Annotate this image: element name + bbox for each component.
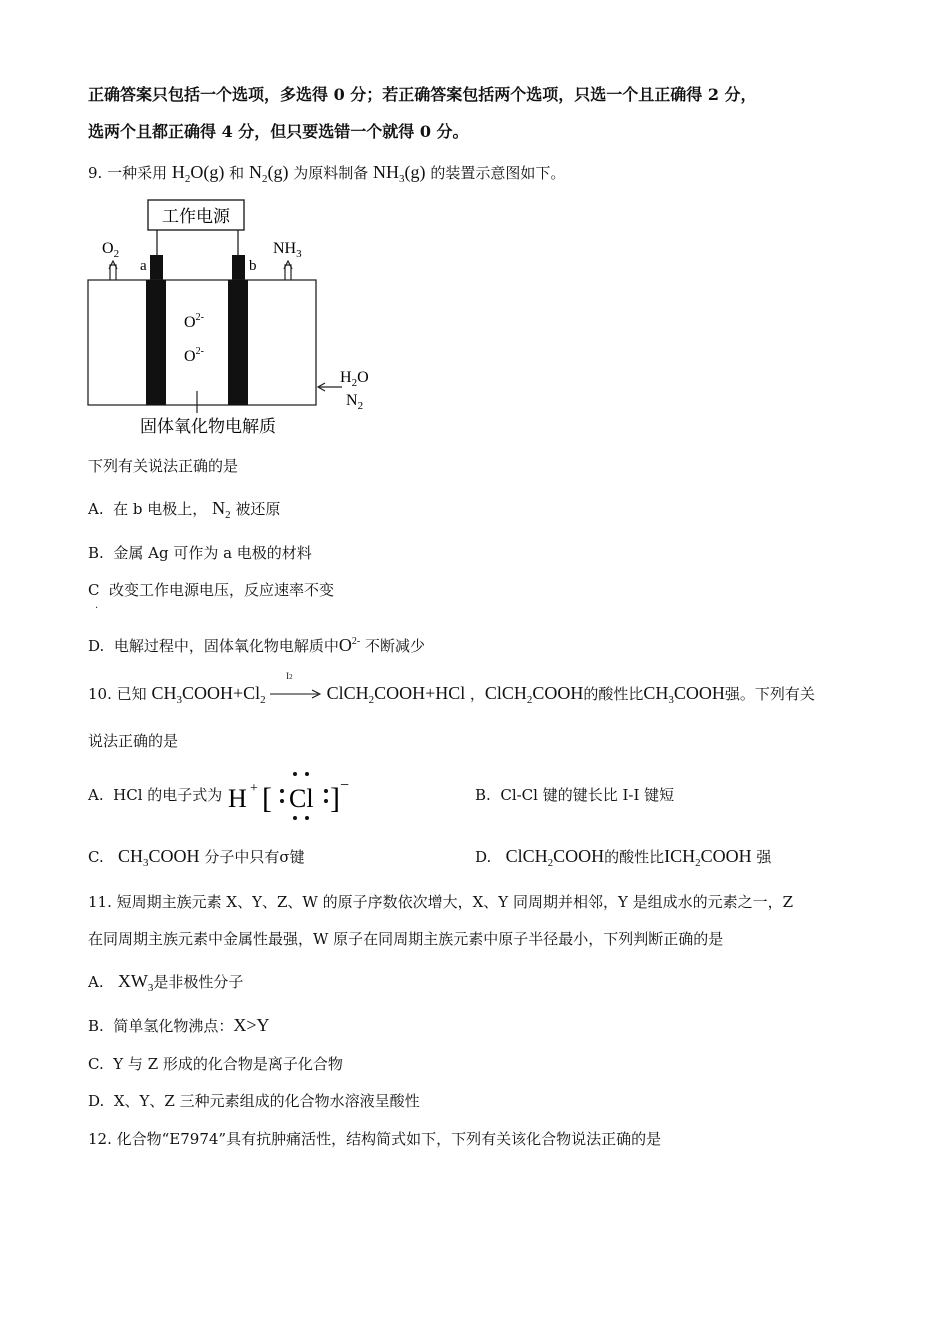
electron-dot	[324, 789, 328, 793]
q10-option-d: D. ClCH$_2$COOH的酸性比$ICH_2COOH$ 强	[475, 846, 772, 869]
electron-dot	[280, 789, 284, 793]
electrolysis-diagram	[80, 195, 390, 445]
ion-o2minus-1: $O^{2-}$	[184, 312, 204, 331]
power-supply-label: 工作电源	[162, 207, 230, 227]
formula-n2-g: $N_2(g)$	[248, 162, 289, 185]
o2-outlet	[110, 265, 116, 280]
o2-label: $O_2$	[102, 240, 120, 260]
electron-dot	[324, 799, 328, 803]
electrode-b-top	[232, 255, 245, 280]
reaction-arrow: I2	[270, 685, 322, 699]
q10-equation: $CH_3COOH+Cl_2$ I2 ClCH$_2$COOH+HCl	[151, 671, 466, 706]
q11-stem-line-2: 在同周期主族元素中金属性最强，W 原子在同周期主族元素中原子半径最小，下列判断正确的是	[88, 930, 724, 948]
q12-stem: 12. 化合物“E7974”具有抗肿痛活性，结构简式如下，下列有关该化合物说法正确的是	[88, 1130, 662, 1148]
q11-option-c: C. Y 与 Z 形成的化合物是离子化合物	[88, 1055, 343, 1073]
formula-nh3-g: $NH_3(g)$	[373, 162, 426, 185]
svg-text:H: H	[228, 784, 247, 813]
electrode-b-label: b	[249, 258, 257, 274]
q9-stem: 9. 一种采用 $H_2O(g)$ 和 $N_2(g)$ 为原料制备 $NH_3(g)$ 的装置示意图如下。	[88, 162, 566, 185]
intro-line-1: 正确答案只包括一个选项，多选得 0 分；若正确答案包括两个选项，只选一个且正确得 2 分，	[88, 85, 757, 104]
q11-option-b: B. 简单氢化物沸点：X>Y	[88, 1015, 270, 1035]
electrolyte-label: 固体氧化物电解质	[140, 417, 276, 437]
electron-dot	[305, 816, 309, 820]
q9-option-c-dot: .	[95, 600, 99, 611]
q10-stem-line-2: 说法正确的是	[88, 732, 179, 750]
long-arrow-icon	[270, 687, 322, 701]
h2o-inlet-label: $H_2O$	[340, 369, 369, 389]
nh3-label: $NH_3$	[273, 240, 302, 260]
left-bracket-icon: [	[262, 782, 272, 815]
q10-option-b: B. Cl-Cl 键的键长比 I-I 键短	[475, 786, 675, 804]
svg-text:+: +	[250, 781, 258, 796]
electrode-a-label: a	[140, 258, 147, 274]
q10-option-a: A. HCl 的电子式为	[88, 786, 223, 804]
electron-dot	[293, 772, 297, 776]
q9-option-a: A. 在 b 电极上， $N_2$ 被还原	[88, 498, 281, 521]
svg-text:−: −	[340, 777, 350, 794]
q12-number: 12.	[88, 1130, 112, 1148]
q9-option-d: D. 电解过程中，固体氧化物电解质中$O^{2-}$ 不断减少	[88, 635, 425, 655]
svg-text:Cl: Cl	[289, 784, 314, 813]
electron-dot	[280, 799, 284, 803]
q11-option-d: D. X、Y、Z 三种元素组成的化合物水溶液呈酸性	[88, 1092, 420, 1110]
formula-h2o-g: $H_2O(g)$	[171, 162, 225, 185]
electron-dot	[293, 816, 297, 820]
nh3-outlet	[285, 265, 291, 280]
electrode-b-plate	[228, 280, 248, 405]
q10-option-c: C. $CH_3COOH$ 分子中只有σ键	[88, 846, 305, 869]
q11-option-a: A. $XW_3$是非极性分子	[88, 971, 244, 994]
electron-dot	[305, 772, 309, 776]
electrode-a-plate	[146, 280, 166, 405]
container-outline	[88, 280, 316, 405]
electrode-a-top	[150, 255, 163, 280]
hcl-electron-formula	[226, 766, 356, 824]
q9-option-c: C 改变工作电源电压，反应速率不变	[88, 581, 335, 599]
q9-option-b: B. 金属 Ag 可作为 a 电极的材料	[88, 544, 312, 562]
q10-number: 10.	[88, 685, 112, 703]
intro-line-2: 选两个且都正确得 4 分，但只要选错一个就得 0 分。	[88, 122, 469, 141]
q11-number: 11.	[88, 893, 112, 911]
q9-number: 9.	[88, 164, 103, 182]
q9-prompt: 下列有关说法正确的是	[88, 457, 239, 475]
n2-inlet-label: $N_2$	[346, 392, 364, 412]
q10-stem: 10. 已知 $CH_3COOH+Cl_2$ I2 ClCH$_2$COOH+HCl ，ClCH$_2$COOH的酸性比$CH_3COOH$强。下列有关	[88, 671, 815, 706]
ion-o2minus-2: $O^{2-}$	[184, 346, 204, 365]
q11-stem-line-1: 11. 短周期主族元素 X、Y、Z、W 的原子序数依次增大，X、Y 同周期并相邻，Y 是组成水的元素之一，Z	[88, 893, 794, 911]
right-bracket-icon: ]	[330, 782, 340, 815]
